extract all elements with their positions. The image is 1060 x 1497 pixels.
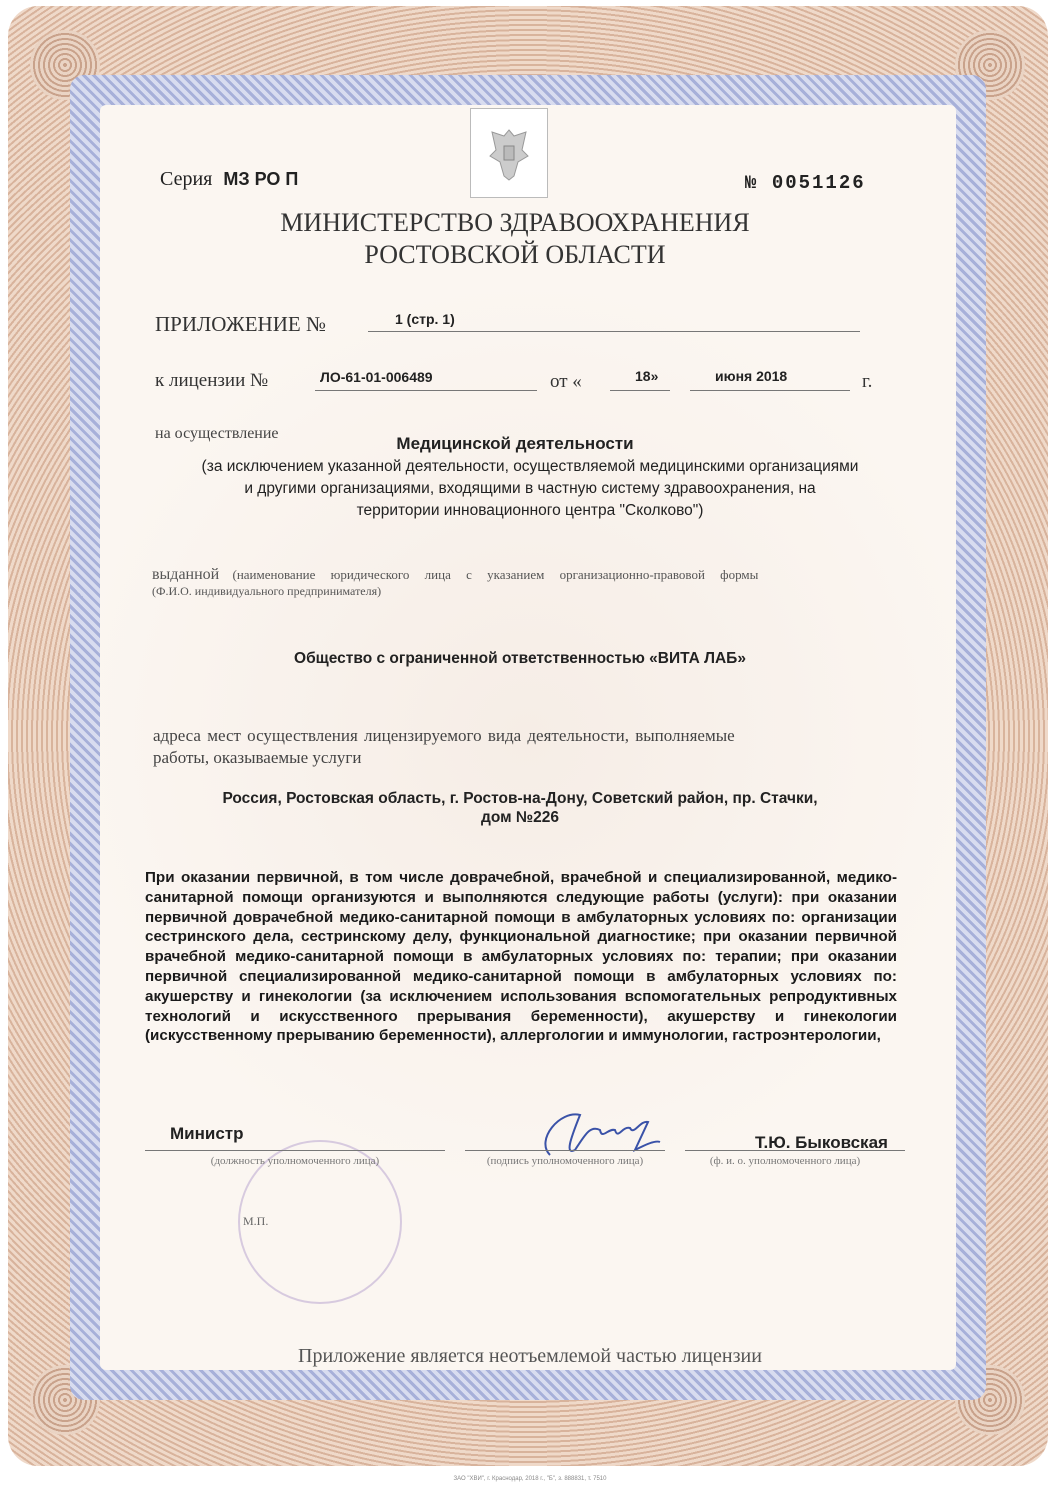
series-label: Серия xyxy=(160,168,213,190)
address-label: адреса мест осуществления лицензируемого вида деятельности, выполняемые xyxy=(153,726,735,745)
license-day: 18» xyxy=(635,368,659,384)
divider xyxy=(610,390,670,391)
signer-name: Т.Ю. Быковская xyxy=(755,1133,888,1152)
series xyxy=(160,168,298,191)
appendix-value: 1 (стр. 1) xyxy=(395,311,455,327)
company-name: Общество с ограниченной ответственностью «ВИТА ЛАБ» xyxy=(294,650,746,667)
signer-position: Министр xyxy=(170,1124,244,1143)
position-caption: (должность уполномоченного лица) xyxy=(210,1155,380,1167)
printer-imprint: ЗАО "ХВИ", г. Краснодар, 2018 г., "Б", з. 888831, т. 7510 xyxy=(453,1476,607,1482)
appendix-label: ПРИЛОЖЕНИЕ № xyxy=(155,312,326,336)
license-number: ЛО-61-01-006489 xyxy=(320,369,433,385)
number-label: № xyxy=(745,172,759,194)
divider xyxy=(315,390,537,391)
divider xyxy=(368,331,860,332)
issued-hint: (наименование юридического лица с указанием организационно-правовой формы xyxy=(232,567,759,582)
activity-label: на осуществление xyxy=(155,425,279,442)
services-text: При оказании первичной, в том числе доврачебной, врачебной и специализированной, медико-санитарной помощи организуются и выполняются следующие работы (услуги): при оказании первичной доврачебной медико-санитарной помощи в амбулаторных условиях по: организации сестринского дела, сестринскому делу, функциональной диагностике; при оказании первичной врачебной медико-санитарной помощи в амбулаторных условиях по: терапии; при оказании первичной специализированной медико-санитарной помощи в амбулаторных условиях по: акушерству и гинекологии (за исключением использования вспомогательных репродуктивных технологий и искусственного прерывания беременности), акушерству и гинекологии (искусственному прерыванию беременности), аллергологии и иммунологии, гастроэнтерологии, xyxy=(145,869,897,1045)
name-caption: (ф. и. о. уполномоченного лица) xyxy=(709,1155,861,1167)
issued-label: выданной xyxy=(152,566,220,583)
title-line-1: МИНИСТЕРСТВО ЗДРАВООХРАНЕНИЯ xyxy=(280,208,750,237)
title-line-2: РОСТОВСКОЙ ОБЛАСТИ xyxy=(364,240,666,269)
activity-note-line: и другими организациями, входящими в частную систему здравоохранения, на xyxy=(244,480,816,497)
license-month-year: июня 2018 xyxy=(715,368,788,384)
activity-note-line: (за исключением указанной деятельности, осуществляемой медицинскими организациями xyxy=(201,458,859,475)
eagle-icon xyxy=(484,122,534,184)
address-label: работы, оказываемые услуги xyxy=(153,748,362,767)
footer-note: Приложение является неотъемлемой частью лицензии xyxy=(298,1345,762,1367)
divider xyxy=(685,1150,905,1151)
series-value: МЗ РО П xyxy=(223,169,299,189)
number-value: 0051126 xyxy=(771,172,866,194)
year-suffix: г. xyxy=(862,371,873,392)
signature-caption: (подпись уполномоченного лица) xyxy=(486,1155,644,1167)
form-number xyxy=(745,172,866,194)
date-from-label: от « xyxy=(550,371,582,392)
activity-note-line: территории инновационного центра "Сколково") xyxy=(356,502,704,519)
seal-label: М.П. xyxy=(243,1214,269,1228)
coat-of-arms-emblem xyxy=(470,108,548,198)
issued-hint: (Ф.И.О. индивидуального предпринимателя) xyxy=(152,584,382,598)
divider xyxy=(145,1150,445,1151)
divider xyxy=(465,1150,665,1151)
divider xyxy=(690,390,850,391)
license-label: к лицензии № xyxy=(155,370,269,391)
address-line: Россия, Ростовская область, г. Ростов-на-Дону, Советский район, пр. Стачки, xyxy=(222,790,818,807)
activity-title: Медицинской деятельности xyxy=(396,434,634,453)
address-line: дом №226 xyxy=(480,809,559,826)
